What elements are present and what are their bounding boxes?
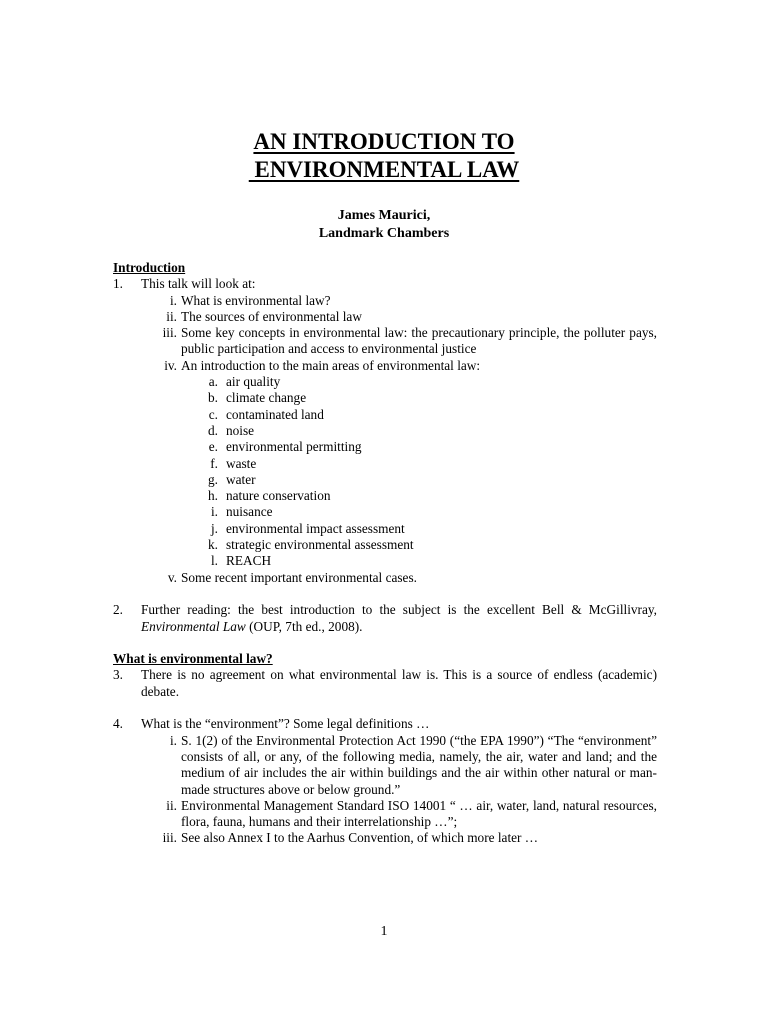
area-item bbox=[208, 537, 657, 553]
area-letter: d. bbox=[208, 422, 218, 438]
list-item-number: v. bbox=[167, 569, 177, 585]
list-item-number: iii. bbox=[162, 325, 177, 341]
area-text: water bbox=[226, 471, 256, 487]
document-title-line-1: AN INTRODUCTION TO bbox=[253, 129, 515, 154]
area-item bbox=[210, 455, 657, 472]
definition-text: S. 1(2) of the Environmental Protection Act 1990 (“the EPA 1990”) “The “environment” consists of all, or any, of the following media, namely, the air, water and land; and the medium of air includes the air within buildings and the air within other natural or man-made structures above or below ground.” bbox=[181, 732, 657, 797]
list-item bbox=[169, 292, 657, 309]
definition-number: iii. bbox=[162, 830, 177, 846]
author-chambers: Landmark Chambers bbox=[318, 226, 450, 241]
area-item bbox=[208, 488, 657, 504]
paragraph-text: This talk will look at: bbox=[141, 276, 256, 292]
area-letter: b. bbox=[208, 390, 218, 406]
list-item-number: ii. bbox=[166, 308, 177, 324]
paragraph-1 bbox=[113, 276, 657, 292]
area-item bbox=[208, 374, 657, 390]
area-letter: k. bbox=[208, 537, 218, 553]
section-heading-what-is-environmental-law: What is environmental law? bbox=[113, 651, 273, 667]
area-letter: l. bbox=[210, 553, 218, 569]
area-letter: f. bbox=[210, 455, 218, 471]
book-title: Environmental Law bbox=[141, 618, 246, 634]
area-letter: i. bbox=[210, 504, 218, 520]
paragraph-3 bbox=[113, 667, 657, 700]
area-text: nature conservation bbox=[226, 488, 331, 504]
paragraph-4 bbox=[113, 716, 657, 732]
list-item bbox=[166, 308, 657, 325]
area-item bbox=[208, 439, 657, 455]
list-item-text: Some recent important environmental cases. bbox=[181, 569, 417, 585]
area-letter: g. bbox=[208, 471, 218, 487]
paragraph-text: Further reading: the best introduction to the subject is the excellent Bell & McGillivray, Environmental Law (OUP, 7th ed., 2008). bbox=[141, 602, 657, 634]
definition-item bbox=[169, 732, 657, 798]
area-text: climate change bbox=[226, 390, 307, 406]
area-text: contaminated land bbox=[226, 406, 324, 422]
area-text: environmental permitting bbox=[226, 439, 362, 455]
paragraph-number: 3. bbox=[113, 667, 123, 683]
definition-text: See also Annex I to the Aarhus Convention, of which more later … bbox=[181, 830, 539, 846]
list-item-text: An introduction to the main areas of environmental law: bbox=[181, 357, 481, 373]
area-item bbox=[208, 471, 657, 488]
area-text: waste bbox=[226, 455, 257, 471]
area-text: strategic environmental assessment bbox=[226, 537, 414, 553]
document-body bbox=[113, 260, 657, 847]
author-name: James Maurici, bbox=[337, 208, 431, 223]
section-heading-introduction: Introduction bbox=[113, 260, 186, 275]
paragraph-2 bbox=[113, 602, 657, 635]
area-letter: h. bbox=[208, 488, 218, 504]
area-text: noise bbox=[226, 422, 255, 438]
paragraph-number: 2. bbox=[113, 602, 123, 618]
area-text: air quality bbox=[226, 374, 281, 390]
definition-item bbox=[162, 830, 657, 846]
area-letter: a. bbox=[208, 374, 218, 390]
document-title-line-2: ENVIRONMENTAL LAW bbox=[248, 157, 520, 182]
list-item bbox=[167, 569, 657, 586]
area-item bbox=[208, 422, 657, 439]
area-item bbox=[208, 406, 657, 423]
area-letter: j. bbox=[210, 520, 218, 536]
area-letter: e. bbox=[208, 439, 218, 455]
area-item bbox=[210, 504, 657, 520]
list-item bbox=[164, 357, 657, 374]
area-item bbox=[210, 553, 657, 569]
definition-text: Environmental Management Standard ISO 14001 “ … air, water, land, natural resources, flora, fauna, humans and their interrelationship …”; bbox=[181, 797, 657, 830]
area-text: nuisance bbox=[226, 504, 273, 520]
paragraph-number: 4. bbox=[113, 716, 123, 732]
paragraph-text: There is no agreement on what environmental law is. This is a source of endless (academic) debate. bbox=[141, 667, 657, 699]
list-item-text: Some key concepts in environmental law: the precautionary principle, the polluter pays, public participation and access to environmental justice bbox=[181, 325, 657, 357]
area-letter: c. bbox=[208, 406, 218, 422]
list-item-number: iv. bbox=[164, 357, 177, 373]
list-item bbox=[162, 325, 657, 358]
definition-number: i. bbox=[169, 732, 177, 748]
list-item-number: i. bbox=[169, 292, 177, 308]
list-item-text: The sources of environmental law bbox=[181, 308, 362, 324]
definition-number: ii. bbox=[166, 797, 177, 813]
area-text: environmental impact assessment bbox=[226, 520, 405, 536]
paragraph-number: 1. bbox=[113, 276, 123, 292]
definition-item bbox=[166, 797, 657, 831]
paragraph-text: What is the “environment”? Some legal definitions … bbox=[141, 716, 430, 732]
list-item-text: What is environmental law? bbox=[181, 292, 331, 308]
area-text: REACH bbox=[226, 553, 272, 569]
area-item bbox=[208, 390, 657, 406]
page-number: 1 bbox=[380, 924, 388, 939]
area-item bbox=[210, 520, 657, 537]
